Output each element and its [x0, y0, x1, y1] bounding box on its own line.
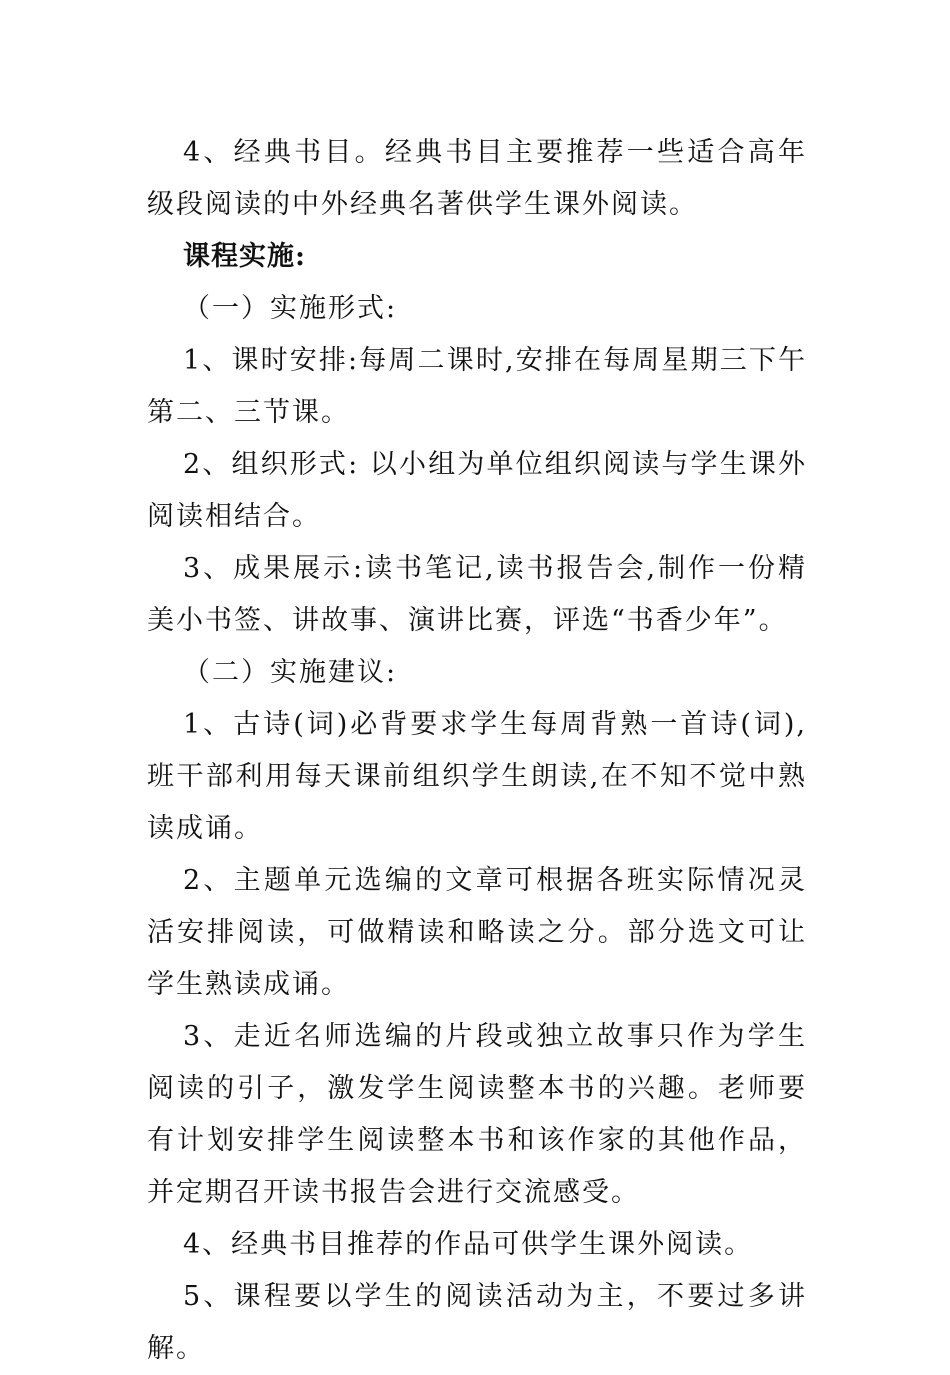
paragraph-recommended-works: 4、经典书目推荐的作品可供学生课外阅读。 — [183, 1229, 754, 1260]
paragraph-reading-activities: 5、课程要以学生的阅读活动为主，不要过多讲解。 — [147, 1281, 807, 1364]
paragraph-results-display: 3、成果展示:读书笔记,读书报告会,制作一份精美小书签、讲故事、演讲比赛，评选“书香少年”。 — [147, 553, 807, 636]
document-body — [147, 127, 807, 1375]
paragraph-famous-teachers: 3、走近名师选编的片段或独立故事只作为学生阅读的引子，激发学生阅读整本书的兴趣。老师要有计划安排学生阅读整本书和该作家的其他作品，并定期召开读书报告会进行交流感受。 — [147, 1021, 807, 1208]
paragraph-ancient-poetry: 1、古诗(词)必背要求学生每周背熟一首诗(词),班干部利用每天课前组织学生朗读,在不知不觉中熟读成诵。 — [147, 709, 807, 844]
paragraph-theme-units: 2、主题单元选编的文章可根据各班实际情况灵活安排阅读，可做精读和略读之分。部分选文可让学生熟读成诵。 — [147, 865, 807, 1000]
paragraph-organization-form: 2、组织形式: 以小组为单位组织阅读与学生课外阅读相结合。 — [147, 449, 807, 532]
section-heading-course-implementation: 课程实施: — [183, 241, 306, 272]
paragraph-classic-books: 4、经典书目。经典书目主要推荐一些适合高年级段阅读的中外经典名著供学生课外阅读。 — [147, 137, 807, 220]
subheading-implementation-suggestions: （二）实施建议: — [183, 657, 398, 688]
subheading-implementation-form: （一）实施形式: — [183, 293, 398, 324]
paragraph-class-schedule: 1、课时安排:每周二课时,安排在每周星期三下午第二、三节课。 — [147, 345, 807, 428]
